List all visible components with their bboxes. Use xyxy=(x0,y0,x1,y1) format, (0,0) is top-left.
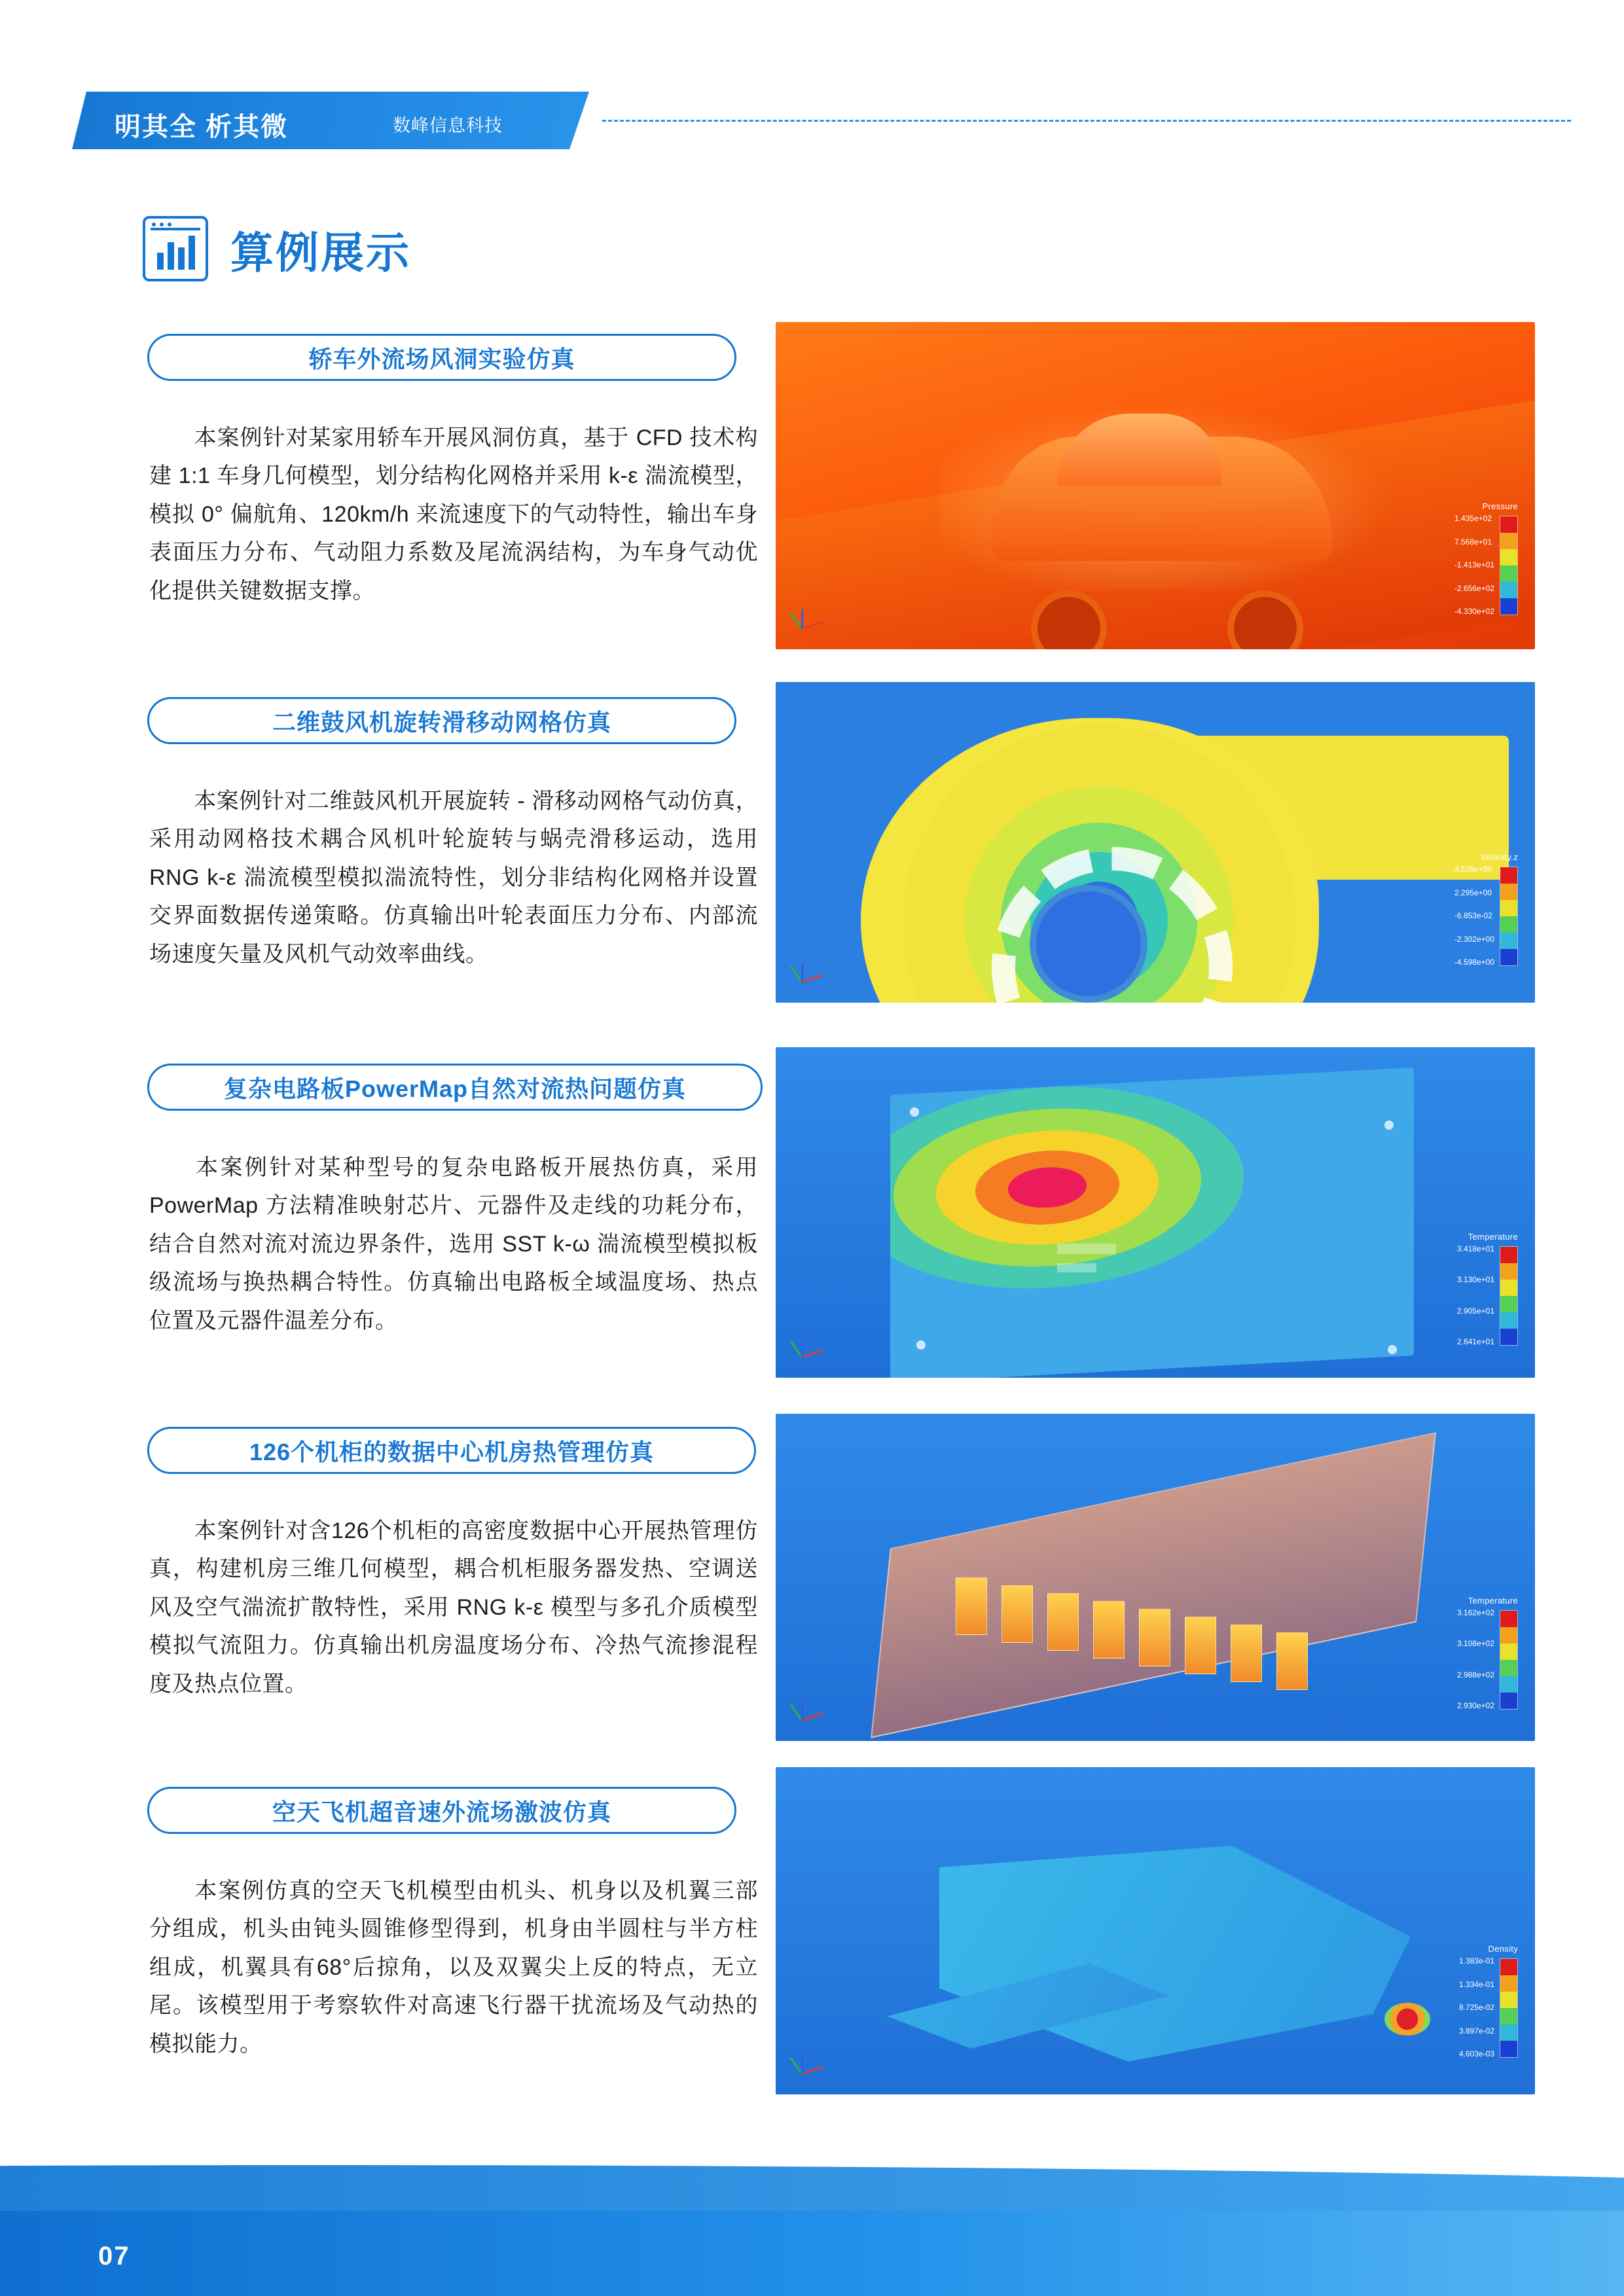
colorbar-tick: 3.108e+02 xyxy=(1456,1639,1494,1649)
colorbar xyxy=(1500,1958,1518,2058)
colorbar-tick: 3.897e-02 xyxy=(1458,2026,1494,2036)
case-title-pill-5[interactable] xyxy=(147,1787,736,1834)
colorbar-title: Density xyxy=(1488,1944,1518,1954)
case-body-text-3 xyxy=(149,1149,758,1340)
case-title-label: 二维鼓风机旋转滑移动网格仿真 xyxy=(272,708,611,736)
colorbar-tick: 2.988e+02 xyxy=(1456,1670,1494,1679)
case-title-pill-3[interactable] xyxy=(147,1064,763,1111)
axis-triad-icon xyxy=(795,1689,835,1728)
colorbar-tick: 1.334e-01 xyxy=(1458,1979,1494,1989)
colorbar xyxy=(1500,867,1518,966)
colorbar-ticks xyxy=(1457,1609,1494,1710)
colorbar-ticks xyxy=(1454,865,1494,966)
page-footer xyxy=(0,2211,1624,2296)
axis-triad-icon xyxy=(795,1325,835,1365)
colorbar-tick: -2.302e+00 xyxy=(1454,934,1494,944)
colorbar-title: Temperature xyxy=(1468,1596,1518,1605)
colorbar-tick: 1.383e-01 xyxy=(1458,1956,1494,1965)
case-body-content: 本案例针对某家用轿车开展风洞仿真，基于 CFD 技术构建 1:1 车身几何模型，划分结构化网格并采用 k-ε 湍流模型，模拟 0° 偏航角、120km/h 来流速度下的气动特性，输出车身表面压力分布、气动阻力系数及尾流涡结构，为车身气动优化提供关键数据支撑。 xyxy=(149,425,758,603)
colorbar-tick: 2.295e+00 xyxy=(1454,888,1492,897)
colorbar-tick: 4.538e+00 xyxy=(1454,865,1492,874)
figure-data-center-thermal xyxy=(776,1414,1535,1741)
page-title: 算例展示 xyxy=(230,228,411,277)
colorbar-tick: -1.413e+01 xyxy=(1454,560,1494,569)
colorbar-tick: -4.598e+00 xyxy=(1454,958,1494,967)
case-title-pill-1[interactable] xyxy=(147,334,736,381)
case-body-text-4 xyxy=(149,1512,758,1703)
colorbar-ticks xyxy=(1454,514,1494,615)
case-body-content: 本案例针对含126个机柜的高密度数据中心开展热管理仿真，构建机房三维几何模型，耦合机柜服务器发热、空调送风及空气湍流扩散特性，采用 RNG k-ε 模型与多孔介质模型模拟气流阻力。仿真输出机房温度场分布、冷热气流掺混程度及热点位置。 xyxy=(149,1518,758,1696)
figure-spaceplane-shockwave xyxy=(776,1767,1535,2094)
case-body-text-5 xyxy=(149,1872,758,2063)
figure-car-wind-tunnel xyxy=(776,322,1535,649)
case-title-pill-4[interactable] xyxy=(147,1427,756,1474)
colorbar-tick: 2.905e+01 xyxy=(1456,1306,1494,1316)
colorbar-tick: -2.656e+02 xyxy=(1454,583,1494,593)
case-title-label: 轿车外流场风洞实验仿真 xyxy=(308,345,575,372)
header-slogan: 明其全 析其微 xyxy=(115,113,289,141)
case-body-content: 本案例针对二维鼓风机开展旋转 - 滑移动网格气动仿真，采用动网格技术耦合风机叶轮旋转与蜗壳滑移运动，选用 RNG k-ε 湍流模型模拟湍流特性，划分非结构化网格并设置交界面数据传递策略。仿真输出叶轮表面压力分布、内部流场速度矢量及风机气动效率曲线。 xyxy=(149,789,758,967)
colorbar-ticks xyxy=(1459,1957,1494,2058)
figure-blower-sliding-mesh xyxy=(776,682,1535,1003)
header-company-name: 数峰信息科技 xyxy=(393,116,503,135)
case-title-label: 空天飞机超音速外流场激波仿真 xyxy=(272,1798,611,1825)
colorbar-title: Velocity.z xyxy=(1481,852,1518,862)
colorbar-title: Pressure xyxy=(1482,501,1518,511)
axis-triad-icon xyxy=(795,2042,835,2081)
colorbar-tick: -4.330e+02 xyxy=(1454,607,1494,616)
colorbar-ticks xyxy=(1457,1245,1494,1346)
case-body-text-1 xyxy=(149,419,758,610)
case-body-text-2 xyxy=(149,782,758,973)
case-title-pill-2[interactable] xyxy=(147,697,736,744)
case-title-label: 复杂电路板PowerMap自然对流热问题仿真 xyxy=(223,1075,687,1102)
colorbar-title: Temperature xyxy=(1468,1232,1518,1242)
colorbar-tick: 8.725e-02 xyxy=(1458,2003,1494,2012)
case-title-label: 126个机柜的数据中心机房热管理仿真 xyxy=(249,1438,655,1465)
colorbar-tick: 4.603e-03 xyxy=(1458,2049,1494,2058)
axis-triad-icon xyxy=(795,950,835,990)
colorbar-tick: -6.853e-02 xyxy=(1454,911,1492,920)
colorbar-tick: 3.162e+02 xyxy=(1456,1608,1494,1617)
chart-board-icon xyxy=(143,216,208,281)
figure-pcb-powermap xyxy=(776,1047,1535,1378)
colorbar xyxy=(1500,1246,1518,1346)
colorbar-tick: 3.418e+01 xyxy=(1456,1244,1494,1253)
case-body-content: 本案例针对某种型号的复杂电路板开展热仿真，采用PowerMap 方法精准映射芯片、元器件及走线的功耗分布，结合自然对流对流边界条件，选用 SST k-ω 湍流模型模拟板级流场与换热耦合特性。仿真输出电路板全域温度场、热点位置及元器件温差分布。 xyxy=(149,1155,758,1333)
colorbar-tick: 7.568e+01 xyxy=(1454,537,1492,547)
colorbar xyxy=(1500,516,1518,615)
colorbar-tick: 2.930e+02 xyxy=(1456,1700,1494,1710)
colorbar xyxy=(1500,1610,1518,1710)
page-header xyxy=(0,92,1624,151)
colorbar-tick: 3.130e+01 xyxy=(1456,1275,1494,1285)
axis-triad-icon xyxy=(795,597,835,636)
case-body-content: 本案例仿真的空天飞机模型由机头、机身以及机翼三部分组成，机头由钝头圆锥修型得到，机身由半圆柱与半方柱组成，机翼具有68°后掠角，以及双翼尖上反的特点，无立尾。该模型用于考察软件对高速飞行器干扰流场及气动热的模拟能力。 xyxy=(149,1878,758,2056)
section-title-group xyxy=(143,216,411,281)
colorbar-tick: 2.641e+01 xyxy=(1456,1336,1494,1346)
colorbar-tick: 1.435e+02 xyxy=(1454,514,1492,523)
header-dashed-rule xyxy=(602,120,1571,122)
page-number: 07 xyxy=(98,2242,130,2270)
